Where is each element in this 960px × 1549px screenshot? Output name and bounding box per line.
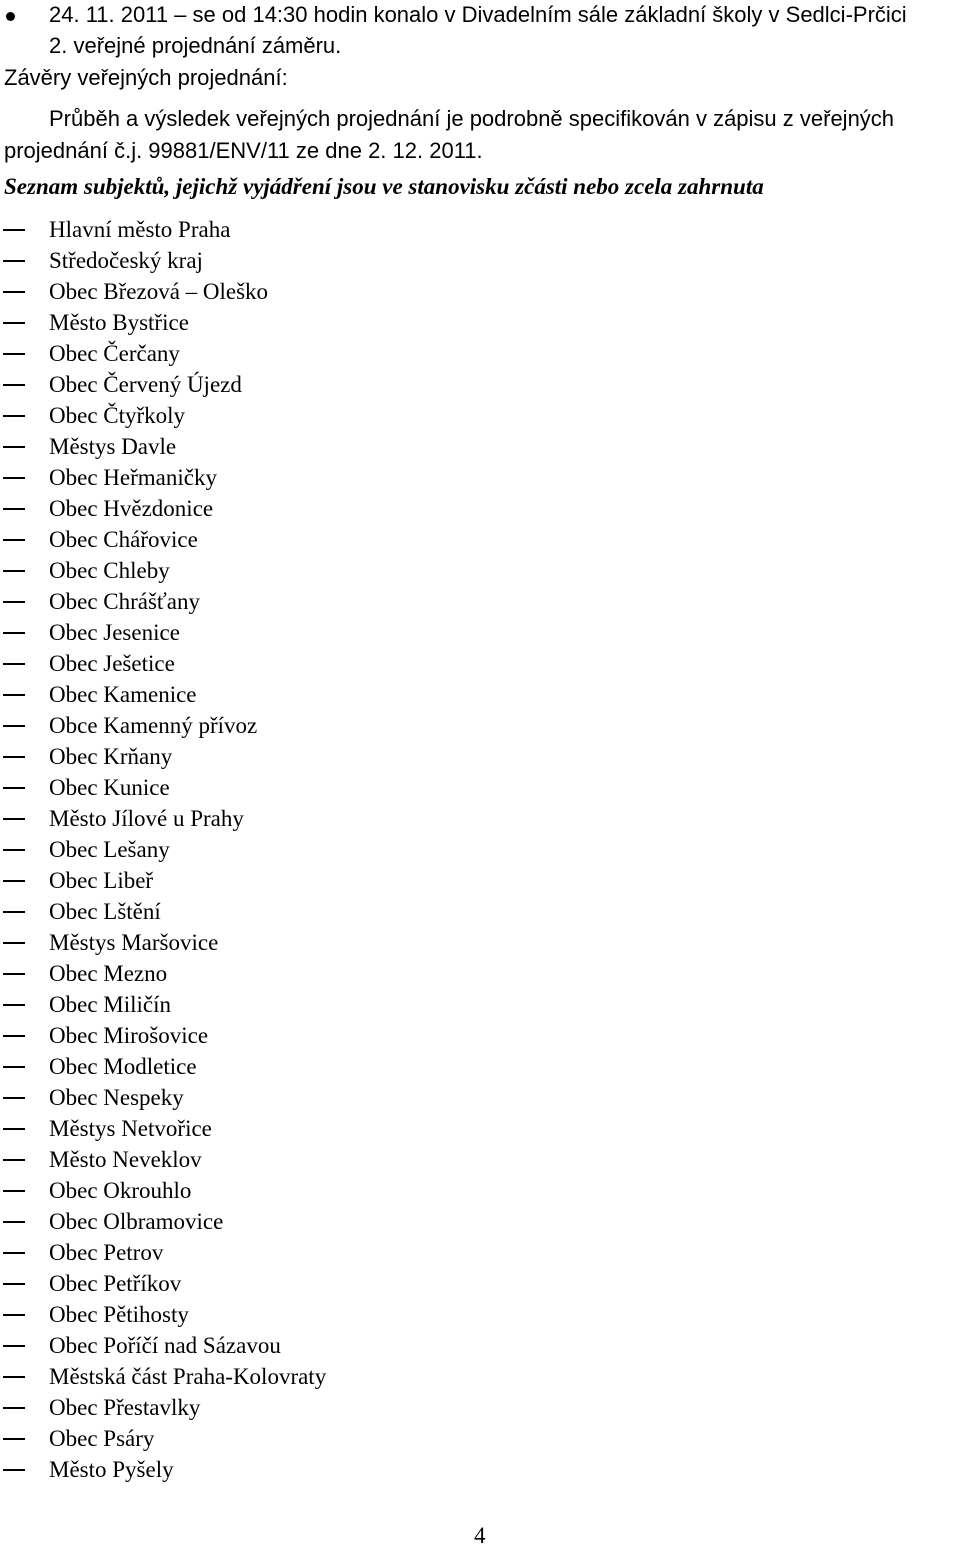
list-item — [0, 1208, 700, 1239]
subject-name: Městys Maršovice — [49, 930, 219, 955]
dash-bullet-icon — [3, 601, 25, 603]
subject-name: Obec Petříkov — [49, 1271, 182, 1296]
list-item — [0, 216, 700, 247]
dash-bullet-icon — [3, 1469, 25, 1471]
subject-name: Městská část Praha-Kolovraty — [49, 1364, 327, 1389]
list-item — [0, 371, 700, 402]
dash-bullet-icon — [3, 694, 25, 696]
subject-name: Obec Krňany — [49, 744, 173, 769]
dash-bullet-icon — [3, 787, 25, 789]
subject-name: Městys Davle — [49, 434, 177, 459]
list-item — [0, 712, 700, 743]
subject-name: Obec Olbramovice — [49, 1209, 224, 1234]
dash-bullet-icon — [3, 291, 25, 293]
list-item — [0, 867, 700, 898]
subject-name: Obec Petrov — [49, 1240, 164, 1265]
subject-name: Obec Lštění — [49, 899, 161, 924]
subject-name: Obec Kunice — [49, 775, 170, 800]
dash-bullet-icon — [3, 880, 25, 882]
list-item — [0, 1301, 700, 1332]
list-item — [0, 1053, 700, 1084]
list-item — [0, 495, 700, 526]
list-item — [0, 650, 700, 681]
list-item — [0, 1332, 700, 1363]
list-item — [0, 1394, 700, 1425]
dash-bullet-icon — [3, 849, 25, 851]
subject-name: Obec Nespeky — [49, 1085, 184, 1110]
subject-name: Obec Psáry — [49, 1426, 155, 1451]
dash-bullet-icon — [3, 1066, 25, 1068]
dash-bullet-icon — [3, 260, 25, 262]
subject-name: Obce Kamenný přívoz — [49, 713, 258, 738]
list-item — [0, 402, 700, 433]
subject-name: Obec Libeř — [49, 868, 154, 893]
dash-bullet-icon — [3, 229, 25, 231]
paragraph-line1: Průběh a výsledek veřejných projednání je podrobně specifikován v zápisu z veřejných — [49, 106, 895, 131]
subject-name: Obec Mirošovice — [49, 1023, 209, 1048]
subject-name: Obec Hvězdonice — [49, 496, 214, 521]
subject-name: Hlavní město Praha — [49, 217, 231, 242]
subject-name: Městys Netvořice — [49, 1116, 212, 1141]
dash-bullet-icon — [3, 1407, 25, 1409]
list-item — [0, 1425, 700, 1456]
subject-name: Obec Čtyřkoly — [49, 403, 186, 428]
subject-name: Město Pyšely — [49, 1457, 174, 1482]
list-item — [0, 340, 700, 371]
dash-bullet-icon — [3, 1128, 25, 1130]
subject-name: Obec Modletice — [49, 1054, 197, 1079]
subject-name: Obec Jesenice — [49, 620, 180, 645]
subject-name: Obec Čerčany — [49, 341, 180, 366]
dash-bullet-icon — [3, 539, 25, 541]
subject-name: Obec Chleby — [49, 558, 170, 583]
dash-bullet-icon — [3, 384, 25, 386]
list-item — [0, 557, 700, 588]
dash-bullet-icon — [3, 942, 25, 944]
list-item — [0, 1363, 700, 1394]
dash-bullet-icon — [3, 1345, 25, 1347]
dash-bullet-icon — [3, 570, 25, 572]
subject-name: Obec Chářovice — [49, 527, 198, 552]
list-item — [0, 464, 700, 495]
list-item — [0, 1022, 700, 1053]
dash-bullet-icon — [3, 415, 25, 417]
dash-bullet-icon — [3, 508, 25, 510]
list-item — [0, 991, 700, 1022]
dash-bullet-icon — [3, 353, 25, 355]
dash-bullet-icon — [3, 1252, 25, 1254]
subject-name: Obec Chrášťany — [49, 589, 200, 614]
dash-bullet-icon — [3, 1004, 25, 1006]
subject-name: Obec Ješetice — [49, 651, 175, 676]
dash-bullet-icon — [3, 1097, 25, 1099]
subject-name: Obec Heřmaničky — [49, 465, 217, 490]
subject-list — [0, 216, 700, 1487]
dash-bullet-icon — [3, 477, 25, 479]
list-item — [0, 433, 700, 464]
list-item — [0, 1270, 700, 1301]
list-item — [0, 1115, 700, 1146]
list-item — [0, 1177, 700, 1208]
dash-bullet-icon — [3, 756, 25, 758]
dash-bullet-icon — [3, 1159, 25, 1161]
list-item — [0, 743, 700, 774]
dash-bullet-icon — [3, 973, 25, 975]
subject-name: Obec Poříčí nad Sázavou — [49, 1333, 281, 1358]
list-item — [0, 774, 700, 805]
bullet-text-line2: 2. veřejné projednání záměru. — [49, 33, 342, 58]
paragraph-line2: projednání č.j. 99881/ENV/11 ze dne 2. 12. 2011. — [4, 138, 483, 163]
list-item — [0, 960, 700, 991]
list-title: Seznam subjektů, jejichž vyjádření jsou ve stanovisku zčásti nebo zcela zahrnuta — [4, 174, 764, 199]
list-item — [0, 805, 700, 836]
dash-bullet-icon — [3, 725, 25, 727]
dash-bullet-icon — [3, 1376, 25, 1378]
list-item — [0, 309, 700, 340]
dash-bullet-icon — [3, 322, 25, 324]
dash-bullet-icon — [3, 446, 25, 448]
list-item — [0, 619, 700, 650]
dash-bullet-icon — [3, 1314, 25, 1316]
subject-name: Město Neveklov — [49, 1147, 202, 1172]
list-item — [0, 1084, 700, 1115]
bullet-text-line1: 24. 11. 2011 – se od 14:30 hodin konalo v Divadelním sále základní školy v Sedlci-Prčici — [49, 2, 907, 27]
list-item — [0, 836, 700, 867]
subject-name: Středočeský kraj — [49, 248, 203, 273]
list-item — [0, 278, 700, 309]
subject-name: Obec Okrouhlo — [49, 1178, 192, 1203]
subject-name: Město Bystřice — [49, 310, 189, 335]
dash-bullet-icon — [3, 1035, 25, 1037]
subject-name: Obec Lešany — [49, 837, 170, 862]
subject-name: Obec Pětihosty — [49, 1302, 189, 1327]
dash-bullet-icon — [3, 632, 25, 634]
list-item — [0, 898, 700, 929]
dash-bullet-icon — [3, 1283, 25, 1285]
list-item — [0, 1146, 700, 1177]
subject-name: Obec Mezno — [49, 961, 168, 986]
list-item — [0, 247, 700, 278]
subject-name: Obec Přestavlky — [49, 1395, 201, 1420]
list-item — [0, 1239, 700, 1270]
bullet-dot-icon — [6, 12, 15, 21]
dash-bullet-icon — [3, 663, 25, 665]
dash-bullet-icon — [3, 1438, 25, 1440]
list-item — [0, 1456, 700, 1487]
dash-bullet-icon — [3, 911, 25, 913]
subject-name: Obec Kamenice — [49, 682, 197, 707]
list-item — [0, 588, 700, 619]
page-number: 4 — [474, 1523, 486, 1548]
subject-name: Obec Březová – Oleško — [49, 279, 269, 304]
dash-bullet-icon — [3, 818, 25, 820]
subject-name: Obec Červený Újezd — [49, 372, 242, 397]
section-heading: Závěry veřejných projednání: — [4, 65, 288, 90]
dash-bullet-icon — [3, 1190, 25, 1192]
list-item — [0, 526, 700, 557]
dash-bullet-icon — [3, 1221, 25, 1223]
list-item — [0, 929, 700, 960]
subject-name: Obec Miličín — [49, 992, 171, 1017]
list-item — [0, 681, 700, 712]
subject-name: Město Jílové u Prahy — [49, 806, 244, 831]
